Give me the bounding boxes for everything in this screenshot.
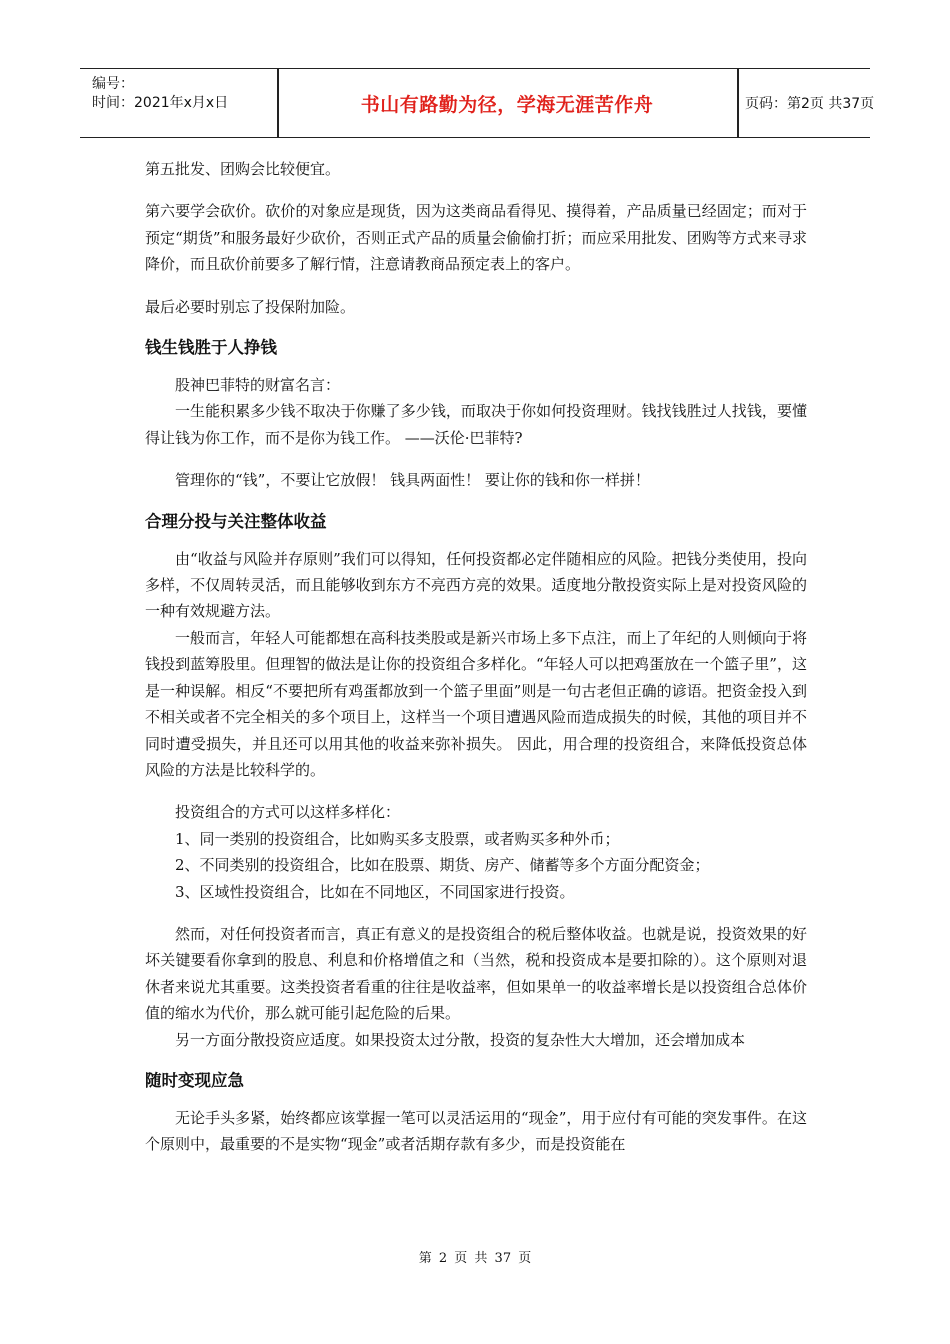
list-item: 3、区域性投资组合，比如在不同地区，不同国家进行投资。: [175, 882, 575, 901]
paragraph: 一生能积累多少钱不取决于你赚了多少钱，而取决于你如何投资理财。钱找钱胜过人找钱，要懂得让钱为你工作，而不是你为钱工作。 ——沃伦·巴菲特?: [145, 402, 807, 447]
section-heading: 合理分投与关注整体收益: [145, 511, 327, 531]
section-heading: 钱生钱胜于人挣钱: [145, 338, 277, 358]
paragraph: 最后必要时别忘了投保附加险。: [145, 297, 356, 316]
list-item: 1、同一类别的投资组合，比如购买多支股票，或者购买多种外币；: [175, 829, 620, 848]
header-info-cell: [80, 69, 277, 137]
header-page-label: 页码：第2页 共37页: [745, 96, 875, 112]
section-heading: 随时变现应急: [145, 1070, 244, 1090]
paragraph: 无论手头多紧，始终都应该掌握一笔可以灵活运用的“现金”，用于应付有可能的突发事件。在这个原则中，最重要的不是实物“现金”或者活期存款有多少，而是投资能在: [145, 1108, 807, 1154]
paragraph: 然而，对任何投资者而言，真正有意义的是投资组合的税后整体收益。也就是说，投资效果的好坏关键要看你拿到的股息、利息和价格增值之和（当然，税和投资成本是要扣除的）。这个原则对退休者来说尤其重要。这类投资者看重的往往是收益率，但如果单一的收益率增长是以投资组合总体价值的缩水为代价，那么就可能引起危险的后果。: [145, 924, 807, 1023]
paragraph: 第六要学会砍价。砍价的对象应是现货，因为这类商品看得见、摸得着，产品质量已经固定；而对于预定“期货”和服务最好少砍价，否则正式产品的质量会偷偷打折；而应采用批发、团购等方式来寻求降价，而且砍价前要多了解行情，注意请教商品预定表上的客户。: [145, 202, 807, 274]
paragraph: 一般而言，年轻人可能都想在高科技类股或是新兴市场上多下点注，而上了年纪的人则倾向于将钱投到蓝筹股里。但理智的做法是让你的投资组合多样化。“年轻人可以把鸡蛋放在一个篮子里”，这是一种误解。相反“不要把所有鸡蛋都放到一个篮子里面”则是一句古老但正确的谚语。把资金投入到不相关或者不完全相关的多个项目上，这样当一个项目遭遇风险而造成损失的时候，其他的项目并不同时遭受损失，并且还可以用其他的收益来弥补损失。 因此，用合理的投资组合，来降低投资总体风险的方法是比较科学的。: [145, 628, 807, 779]
page-footer: 第 2 页 共 37 页: [418, 1251, 532, 1266]
number-label: 编号：: [92, 76, 134, 92]
header-motto: 书山有路勤为径，学海无涯苦作舟: [360, 93, 654, 116]
document-body: [145, 156, 807, 1158]
time-label: 时间：2021年x月x日: [92, 95, 229, 111]
page-header: [80, 68, 875, 138]
paragraph: 投资组合的方式可以这样多样化：: [175, 803, 401, 822]
paragraph: 另一方面分散投资应适度。如果投资太过分散，投资的复杂性大大增加，还会增加成本: [175, 1030, 746, 1049]
paragraph: 股神巴菲特的财富名言：: [175, 376, 341, 395]
list-item: 2、不同类别的投资组合，比如在股票、期货、房产、储蓄等多个方面分配资金；: [175, 856, 710, 875]
paragraph: 管理你的“钱”，不要让它放假！ 钱具两面性！ 要让你的钱和你一样拼！: [175, 471, 650, 490]
paragraph: 由“收益与风险并存原则”我们可以得知，任何投资都必定伴随相应的风险。把钱分类使用，投向多样，不仅周转灵活，而且能够收到东方不亮西方亮的效果。适度地分散投资实际上是对投资风险的一种有效规避方法。: [145, 549, 807, 621]
paragraph: 第五批发、团购会比较便宜。: [145, 160, 341, 178]
